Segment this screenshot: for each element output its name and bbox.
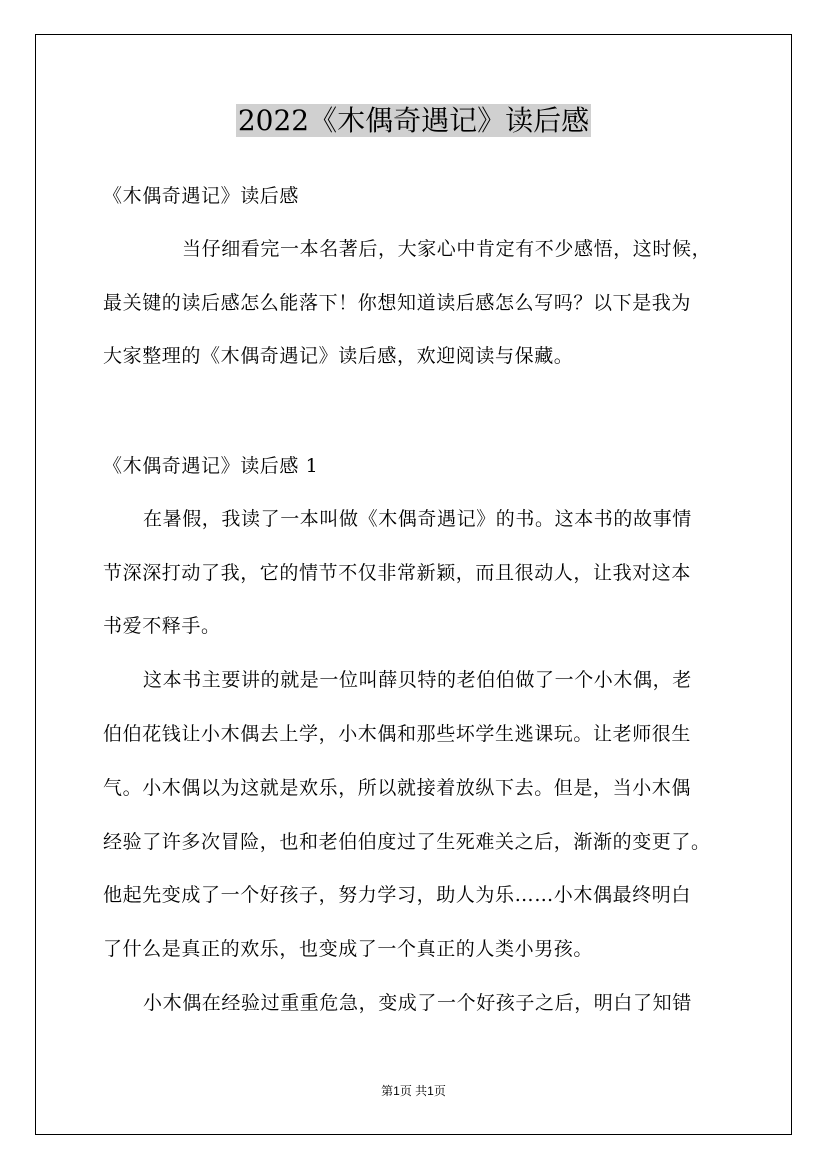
page-footer: 第1页 共1页 bbox=[381, 1084, 446, 1098]
intro-line: 大家整理的《木偶奇遇记》读后感，欢迎阅读与保藏。 bbox=[103, 345, 574, 367]
paragraph-line: 经验了许多次冒险，也和老伯伯度过了生死难关之后，渐渐的变更了。 bbox=[103, 831, 711, 853]
intro-line: 最关键的读后感怎么能落下！你想知道读后感怎么写吗？以下是我为 bbox=[103, 292, 692, 314]
intro-heading: 《木偶奇遇记》读后感 bbox=[103, 185, 300, 207]
paragraph-line: 节深深打动了我，它的情节不仅非常新颖，而且很动人，让我对这本 bbox=[103, 562, 692, 584]
section-heading: 《木偶奇遇记》读后感 1 bbox=[103, 455, 319, 477]
paragraph-line: 气。小木偶以为这就是欢乐，所以就接着放纵下去。但是，当小木偶 bbox=[103, 777, 692, 799]
paragraph-line: 小木偶在经验过重重危急，变成了一个好孩子之后，明白了知错 bbox=[143, 992, 692, 1014]
paragraph-line: 这本书主要讲的就是一位叫薛贝特的老伯伯做了一个小木偶，老 bbox=[143, 669, 692, 691]
paragraph-line: 伯伯花钱让小木偶去上学，小木偶和那些坏学生逃课玩。让老师很生 bbox=[103, 723, 692, 745]
paragraph-line: 他起先变成了一个好孩子，努力学习，助人为乐……小木偶最终明白 bbox=[103, 884, 692, 906]
document-title bbox=[0, 99, 827, 143]
paragraph-line: 书爱不释手。 bbox=[103, 615, 221, 637]
document-title-text: 2022《木偶奇遇记》读后感 bbox=[237, 104, 590, 137]
paragraph-line: 在暑假，我读了一本叫做《木偶奇遇记》的书。这本书的故事情 bbox=[143, 508, 692, 530]
paragraph-line: 了什么是真正的欢乐，也变成了一个真正的人类小男孩。 bbox=[103, 938, 594, 960]
intro-line: 当仔细看完一本名著后，大家心中肯定有不少感悟，这时候， bbox=[182, 238, 712, 260]
